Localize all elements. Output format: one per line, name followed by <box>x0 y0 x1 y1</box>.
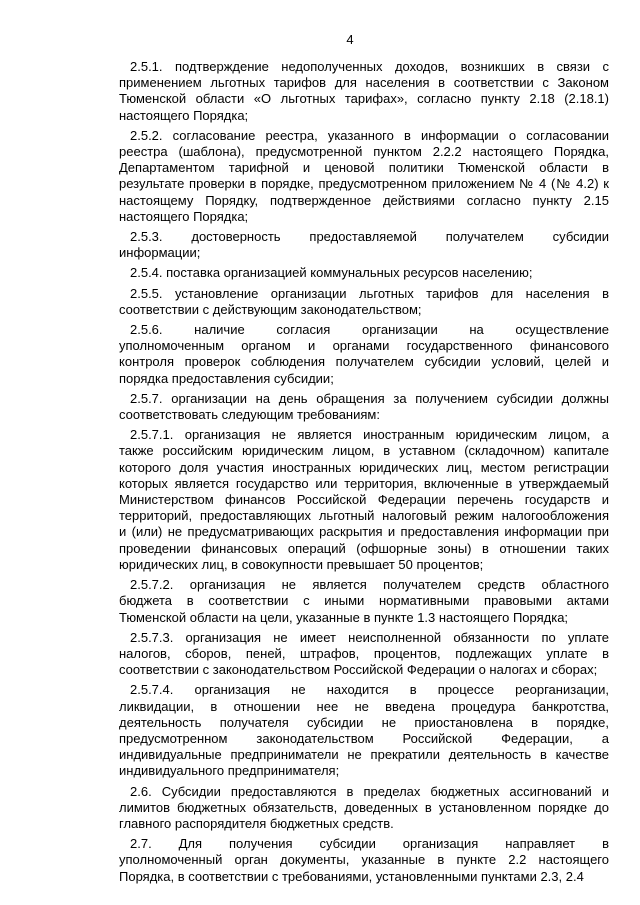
text-line: проведении финансовых операций (офшорные зоны) в отношении таких <box>119 540 609 556</box>
text-line: налогов, сборов, пеней, штрафов, процентов, подлежащих уплате в <box>119 645 609 661</box>
text-line: применением льготных тарифов для населения в соответствии с Законом <box>119 75 609 91</box>
text-line: 2.5.7.2. организация не является получателем средств областного <box>130 577 609 593</box>
text-line: 2.5.7. организации на день обращения за получением субсидии должны <box>130 390 609 406</box>
text-line: уполномоченным органом и органами государственного финансового <box>119 338 609 354</box>
paragraph-p-2-5-3 <box>119 229 609 261</box>
text-line: индивидуальные предприниматели не прекратили деятельность в качестве <box>119 747 609 763</box>
text-line: порядка предоставления субсидии; <box>119 370 334 386</box>
text-line: информации; <box>119 245 201 261</box>
text-line: и (или) не предусматривающих раскрытия и предоставления информации при <box>119 524 609 540</box>
paragraph-p-2-5-4 <box>119 265 609 281</box>
text-line: соответствии с законодательством Российской Федерации о налогах и сборах; <box>119 662 598 678</box>
text-line: Министерством финансов Российской Федерации перечень государств и <box>119 492 609 508</box>
text-line: также российским юридическим лицом, в уставном (складочном) капитале <box>119 443 609 459</box>
text-line: деятельность получателя субсидии не приостановлена в порядке, <box>119 714 609 730</box>
text-line: настоящего Порядка; <box>119 208 249 224</box>
paragraph-p-2-6 <box>119 784 609 833</box>
page-number: 4 <box>346 32 354 47</box>
text-line: 2.5.5. установление организации льготных тарифов для населения в <box>130 285 609 301</box>
text-line: ликвидации, в отношении нее не введена процедура банкротства, <box>119 698 609 714</box>
text-line: 2.5.2. согласование реестра, указанного в информации о согласовании <box>130 127 609 143</box>
text-line: Тюменской области «О льготных тарифах», согласно пункту 2.18 (2.18.1) <box>119 91 609 107</box>
text-line: настоящего Порядка; <box>119 107 249 123</box>
paragraph-p-2-7 <box>119 836 609 885</box>
text-line: контроля проверок соблюдения получателем субсидии условий, целей и <box>119 354 609 370</box>
text-line: 2.7. Для получения субсидии организация направляет в <box>130 836 609 852</box>
text-line: которого доля участия иностранных юридических лиц, местом регистрации <box>119 459 609 475</box>
text-line: 2.5.7.3. организация не имеет неисполненной обязанности по уплате <box>130 629 609 645</box>
text-line: Тюменской области на цели, указанные в пункте 1.3 настоящего Порядка; <box>119 609 569 625</box>
text-line: результате проверки в порядке, предусмотренном приложением № 4 (№ 4.2) к <box>119 176 609 192</box>
paragraph-p-2-5-7-4 <box>119 682 609 779</box>
text-line: 2.5.7.1. организация не является иностранным юридическим лицом, а <box>130 427 609 443</box>
text-line: главного распорядителя бюджетных средств. <box>119 815 394 831</box>
paragraph-p-2-5-7-1 <box>119 427 609 573</box>
text-line: уполномоченный орган документы, указанные в пункте 2.2 настоящего <box>119 852 609 868</box>
text-line: реестра (шаблона), предусмотренной пунктом 2.2.2 настоящего Порядка, <box>119 144 609 160</box>
text-line: которых является государство или территория, включенные в утверждаемый <box>119 475 609 491</box>
text-line: лимитов бюджетных обязательств, доведенных в установленном порядке до <box>119 799 609 815</box>
text-line: соответствовать следующим требованиям: <box>119 407 380 423</box>
text-line: 2.5.6. наличие согласия организации на осуществление <box>130 322 609 338</box>
text-line: предусмотренном законодательством Российской Федерации, а <box>119 730 609 746</box>
text-line: 2.5.3. достоверность предоставляемой получателем субсидии <box>130 229 609 245</box>
document-body <box>119 59 609 889</box>
paragraph-p-2-5-7-2 <box>119 577 609 626</box>
text-line: индивидуального предпринимателя; <box>119 763 340 779</box>
text-line: Департаментом тарифной и ценовой политики Тюменской области в <box>119 160 609 176</box>
paragraph-p-2-5-1 <box>119 59 609 124</box>
text-line: 2.6. Субсидии предоставляются в пределах бюджетных ассигнований и <box>130 783 609 799</box>
paragraph-p-2-5-7 <box>119 391 609 423</box>
paragraph-p-2-5-2 <box>119 128 609 225</box>
text-line: 2.5.7.4. организация не находится в процессе реорганизации, <box>130 682 609 698</box>
text-line: 2.5.4. поставка организацией коммунальных ресурсов населению; <box>130 265 533 281</box>
text-line: юридических лиц, в совокупности превышает 50 процентов; <box>119 556 484 572</box>
paragraph-p-2-5-7-3 <box>119 630 609 679</box>
paragraph-p-2-5-6 <box>119 322 609 387</box>
text-line: территорий, предоставляющих льготный налоговый режим налогообложения <box>119 508 609 524</box>
text-line: Порядка, в соответствии с требованиями, установленными пунктами 2.3, 2.4 <box>119 868 584 884</box>
paragraph-p-2-5-5 <box>119 286 609 318</box>
text-line: настоящему Порядку, подтвержденное действиями согласно пункту 2.15 <box>119 192 609 208</box>
text-line: 2.5.1. подтверждение недополученных доходов, возникших в связи с <box>130 59 609 74</box>
text-line: бюджета в соответствии с иными нормативными правовыми актами <box>119 593 609 609</box>
text-line: соответствии с действующим законодательством; <box>119 301 422 317</box>
